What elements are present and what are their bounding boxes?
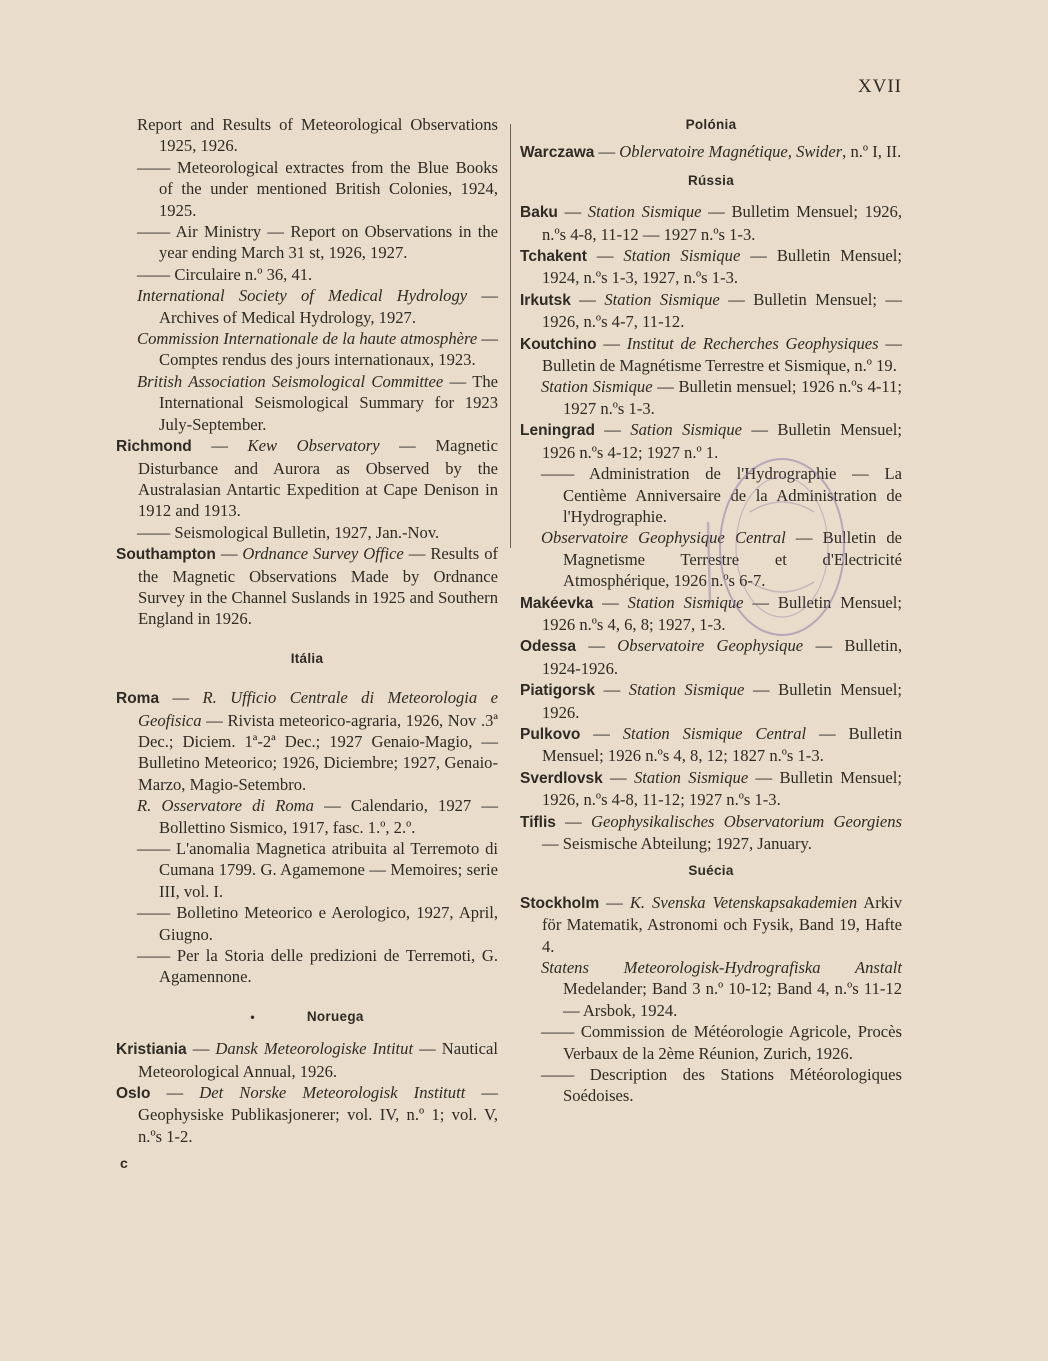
entry-place: Oslo: [116, 1085, 151, 1103]
section-heading: [116, 1006, 498, 1028]
entry-text: — The International Seismological Summary for 1923 July-September.: [159, 371, 498, 434]
catalog-entry: [520, 957, 902, 1021]
entry-text: — Bulletin, 1924-1926.: [542, 636, 903, 678]
entry-institution: Sation Sismique: [630, 420, 743, 440]
catalog-entry: [116, 264, 498, 285]
library-stamp-icon: [700, 452, 850, 642]
entry-institution: International Society of Medical Hydrology: [137, 286, 468, 306]
entry-place: Sverdlovsk: [520, 769, 603, 787]
entry-text: — Seismische Abteilung; 1927, January.: [542, 834, 812, 853]
entry-text: —: [580, 723, 623, 743]
entry-place: Irkutsk: [520, 291, 571, 309]
entry-text: —— Air Ministry — Report on Observations in the year ending March 31 st, 1926, 1927.: [137, 222, 498, 263]
entry-institution: British Association Seismological Committee: [137, 371, 444, 391]
page-number: XVII: [857, 76, 902, 97]
catalog-entry: [520, 723, 902, 767]
entry-text: Arkiv för Matematik, Astronomi och Fysik, Band 19, Hafte 4.: [542, 892, 903, 956]
catalog-entry: [116, 1082, 498, 1147]
entry-text: —: [594, 142, 620, 162]
entry-place: Makéevka: [520, 594, 594, 612]
entry-place: Tchakent: [520, 248, 587, 266]
catalog-entry: [116, 221, 498, 264]
entry-text: —: [159, 688, 203, 708]
entry-institution: K. Svenska Vetenskapsakademien: [629, 892, 858, 912]
section-heading: [116, 648, 498, 669]
entry-place: Pulkovo: [520, 725, 581, 743]
section-heading: [520, 114, 902, 135]
entry-text: — Archives of Medical Hydrology, 1927.: [159, 286, 498, 327]
entry-text: Medelander; Band 3 n.º 10-12; Band 4, n.ºs 11-12 — Arsbok, 1924.: [563, 979, 902, 1020]
section-title: Rússia: [687, 172, 735, 188]
entry-text: —: [586, 246, 624, 266]
entry-text: —— L'anomalia Magnetica atribuita al Terremoto di Cumana 1799. G. Agamemone — Memoires; serie III, vol. I.: [137, 839, 498, 901]
catalog-entry: [116, 945, 498, 988]
entry-text: —: [602, 767, 634, 787]
entry-text: — Bulletin Mensuel; 1926 n.ºs 4, 8, 12; 1827 n.ºs 1-3.: [542, 723, 903, 766]
catalog-entry: [520, 1064, 902, 1107]
entry-text: — Comptes rendus des jours internationaux, 1923.: [159, 329, 498, 370]
entry-place: Southampton: [116, 546, 216, 564]
entry-text: —— Administration de l'Hydrographie — La Centième Anniversaire de la Administration de l'Hydrographie.: [541, 464, 902, 526]
entry-institution: Institut de Recherches Geophysiques: [626, 333, 879, 353]
entry-text: —— Bolletino Meteorico e Aerologico, 1927, April, Giugno.: [137, 903, 498, 944]
catalog-entry: [116, 285, 498, 328]
entry-text: —: [150, 1083, 200, 1103]
entry-text: —— Per la Storia delle predizioni de Terremoti, G. Agamennone.: [137, 946, 498, 987]
entry-place: Richmond: [116, 438, 192, 456]
entry-text: — Bulletin Mensuel; 1926 n.ºs 4-12; 1927 n.º 1.: [542, 420, 902, 462]
entry-institution: R. Ufficio Centrale di Meteorologia e Geofisica: [138, 688, 498, 730]
entry-place: Warczawa: [520, 144, 595, 162]
entry-text: — Bulletin Mensuel; 1926 n.ºs 4, 6, 8; 1927, 1-3.: [542, 592, 903, 634]
spacer: [520, 882, 902, 892]
entry-text: —: [186, 1039, 216, 1059]
entry-institution: Station Sismique: [541, 377, 653, 397]
catalog-entry: [116, 522, 498, 543]
spacer: [116, 630, 498, 648]
spacer: [116, 988, 498, 1006]
catalog-entry: [116, 687, 498, 795]
catalog-entry: [116, 157, 498, 221]
entry-institution: Geophysikalisches Observatorium Georgiens: [591, 811, 902, 831]
entry-institution: Observatoire Geophysique: [617, 636, 804, 656]
entry-place: Roma: [116, 690, 160, 708]
entry-text: — Bulletin de Magnétisme Terrestre et Sismique, n.º 19.: [542, 333, 902, 376]
entry-text: —: [191, 436, 248, 456]
catalog-entry: [116, 1038, 498, 1082]
catalog-entry: [520, 201, 902, 245]
entry-institution: Det Norske Meteorologisk Institutt: [199, 1083, 466, 1103]
entry-institution: Ordnance Survey Office: [242, 544, 404, 564]
entry-text: —: [596, 333, 627, 353]
entry-institution: Statens Meteorologisk-Hydrografiska Anstalt: [541, 958, 902, 978]
catalog-entry: [520, 141, 902, 163]
entry-text: — Geophysiske Publikasjonerer; vol. IV, n.º 1; vol. V, n.ºs 1-2.: [138, 1083, 498, 1146]
catalog-entry: [520, 245, 902, 289]
entry-text: — Calendario, 1927 — Bollettino Sismico, 1917, fasc. 1.º, 2.º.: [159, 796, 498, 837]
spacer: [520, 191, 902, 201]
entry-place: Tiflis: [520, 813, 556, 831]
bullet-mark: •: [250, 1009, 255, 1024]
catalog-entry: [116, 328, 498, 371]
column-divider: [510, 124, 511, 548]
catalog-entry: [116, 435, 498, 522]
entry-text: —: [594, 420, 631, 440]
entry-text: —— Commission de Météorologie Agricole, Procès Verbaux de la 2ème Réunion, Zurich, 1926.: [541, 1022, 902, 1063]
catalog-entry: [116, 838, 498, 902]
entry-institution: Station Sismique: [628, 680, 745, 700]
entry-institution: R. Osservatore di Roma: [137, 796, 314, 816]
entry-text: — Bulletin Mensuel; 1926, n.ºs 4-8, 11-12; 1927 n.ºs 1-3.: [542, 767, 902, 810]
section-heading: [520, 860, 902, 881]
catalog-entry: [116, 795, 498, 838]
entry-text: — Rivista meteorico-agraria, 1926, Nov .3ª Dec.; Diciem. 1ª-2ª Dec.; 1927 Genaio-Magio, — Bulletino Meteorico; 1926, Diciembre; 1927, Genaio-Marzo, Magio-Setembro.: [138, 710, 498, 794]
entry-text: , n.º I, II.: [842, 142, 902, 162]
entry-place: Leningrad: [520, 422, 595, 440]
entry-text: —: [593, 592, 628, 612]
entry-text: —: [576, 636, 618, 656]
entry-text: —: [557, 202, 588, 222]
section-title: Suécia: [688, 863, 734, 879]
section-heading: [520, 170, 902, 191]
entry-place: Odessa: [520, 638, 577, 656]
entry-institution: Station Sismique Central: [622, 723, 807, 743]
entry-text: —: [599, 892, 630, 912]
entry-institution: Station Sismique: [633, 767, 749, 787]
entry-institution: Observatoire Geophysique Central: [541, 528, 786, 548]
section-title: Noruega: [306, 1008, 364, 1024]
catalog-entry: [520, 892, 902, 957]
entry-place: Kristiania: [116, 1041, 187, 1059]
entry-text: — Nautical Meteorological Annual, 1926.: [138, 1039, 499, 1081]
entry-text: — Bulletim Mensuel; 1926, n.ºs 4-8, 11-12 — 1927 n.ºs 1-3.: [542, 202, 903, 244]
entry-text: —— Meteorological extractes from the Blue Books of the under mentioned British Colonies, 1924, 1925.: [137, 157, 498, 220]
entry-text: — Magnetic Disturbance and Aurora as Observed by the Australasian Antartic Expedition at Cape Denison in 1912 and 1913.: [138, 436, 499, 521]
entry-institution: Commission Internationale de la haute atmosphère: [137, 329, 478, 349]
catalog-entry: [116, 371, 498, 435]
spacer: [116, 1028, 498, 1038]
entry-text: — Bulletin Mensuel; 1924, n.ºs 1-3, 1927, n.ºs 1-3.: [542, 246, 903, 288]
catalog-entry: [520, 679, 902, 723]
spacer: [116, 669, 498, 687]
entry-text: —— Seismological Bulletin, 1927, Jan.-Nov.: [137, 522, 440, 542]
section-title: Itália: [290, 650, 324, 666]
entry-institution: Kew Observatory: [247, 436, 380, 456]
entry-place: Baku: [520, 204, 558, 222]
entry-text: — Bulletin Mensuel; — 1926, n.ºs 4-7, 11-12.: [542, 289, 903, 332]
entry-place: Koutchino: [520, 335, 597, 353]
entry-text: —: [215, 544, 243, 564]
entry-text: —— Description des Stations Météorologiques Soédoises.: [541, 1065, 902, 1106]
entry-institution: Station Sismique: [627, 592, 744, 612]
left-column: [116, 114, 498, 1175]
catalog-entry: [520, 811, 902, 855]
entry-text: — Bulletin de Magnetisme Terrestre et d'Electricité Atmosphérique, 1926 n.ºs 6-7.: [563, 528, 902, 591]
catalog-entry: [520, 289, 902, 333]
catalog-entry: [116, 543, 498, 630]
entry-institution: Station Sismique: [587, 202, 702, 222]
entry-text: — Results of the Magnetic Observations Made by Ordnance Survey in the Channel Suslands in 1925 and Southern England in 1926.: [138, 544, 499, 629]
entry-text: —— Circulaire n.º 36, 41.: [137, 264, 313, 284]
entry-text: —: [555, 811, 591, 831]
signature-mark: c: [120, 1155, 128, 1172]
catalog-entry: [116, 114, 498, 157]
entry-text: — Bulletin mensuel; 1926 n.ºs 4-11; 1927 n.ºs 1-3.: [563, 377, 902, 418]
catalog-entry: [520, 767, 902, 811]
catalog-entry: [520, 333, 902, 377]
entry-institution: Dansk Meteorologiske Intitut: [215, 1039, 414, 1059]
entry-institution: Oblervatoire Magnétique, Swider: [619, 142, 843, 162]
entry-text: —: [570, 289, 605, 309]
entry-institution: Station Sismique: [604, 289, 720, 309]
catalog-entry: [116, 902, 498, 945]
catalog-entry: [520, 1021, 902, 1064]
entry-institution: Station Sismique: [623, 246, 741, 266]
entry-place: Stockholm: [520, 894, 600, 912]
entry-text: —: [594, 680, 629, 700]
section-title: Polónia: [685, 117, 737, 132]
entry-text: Report and Results of Meteorological Observations 1925, 1926.: [137, 115, 498, 156]
entry-place: Piatigorsk: [520, 682, 595, 700]
catalog-entry: [520, 376, 902, 419]
entry-text: — Bulletin Mensuel; 1926.: [542, 680, 903, 722]
